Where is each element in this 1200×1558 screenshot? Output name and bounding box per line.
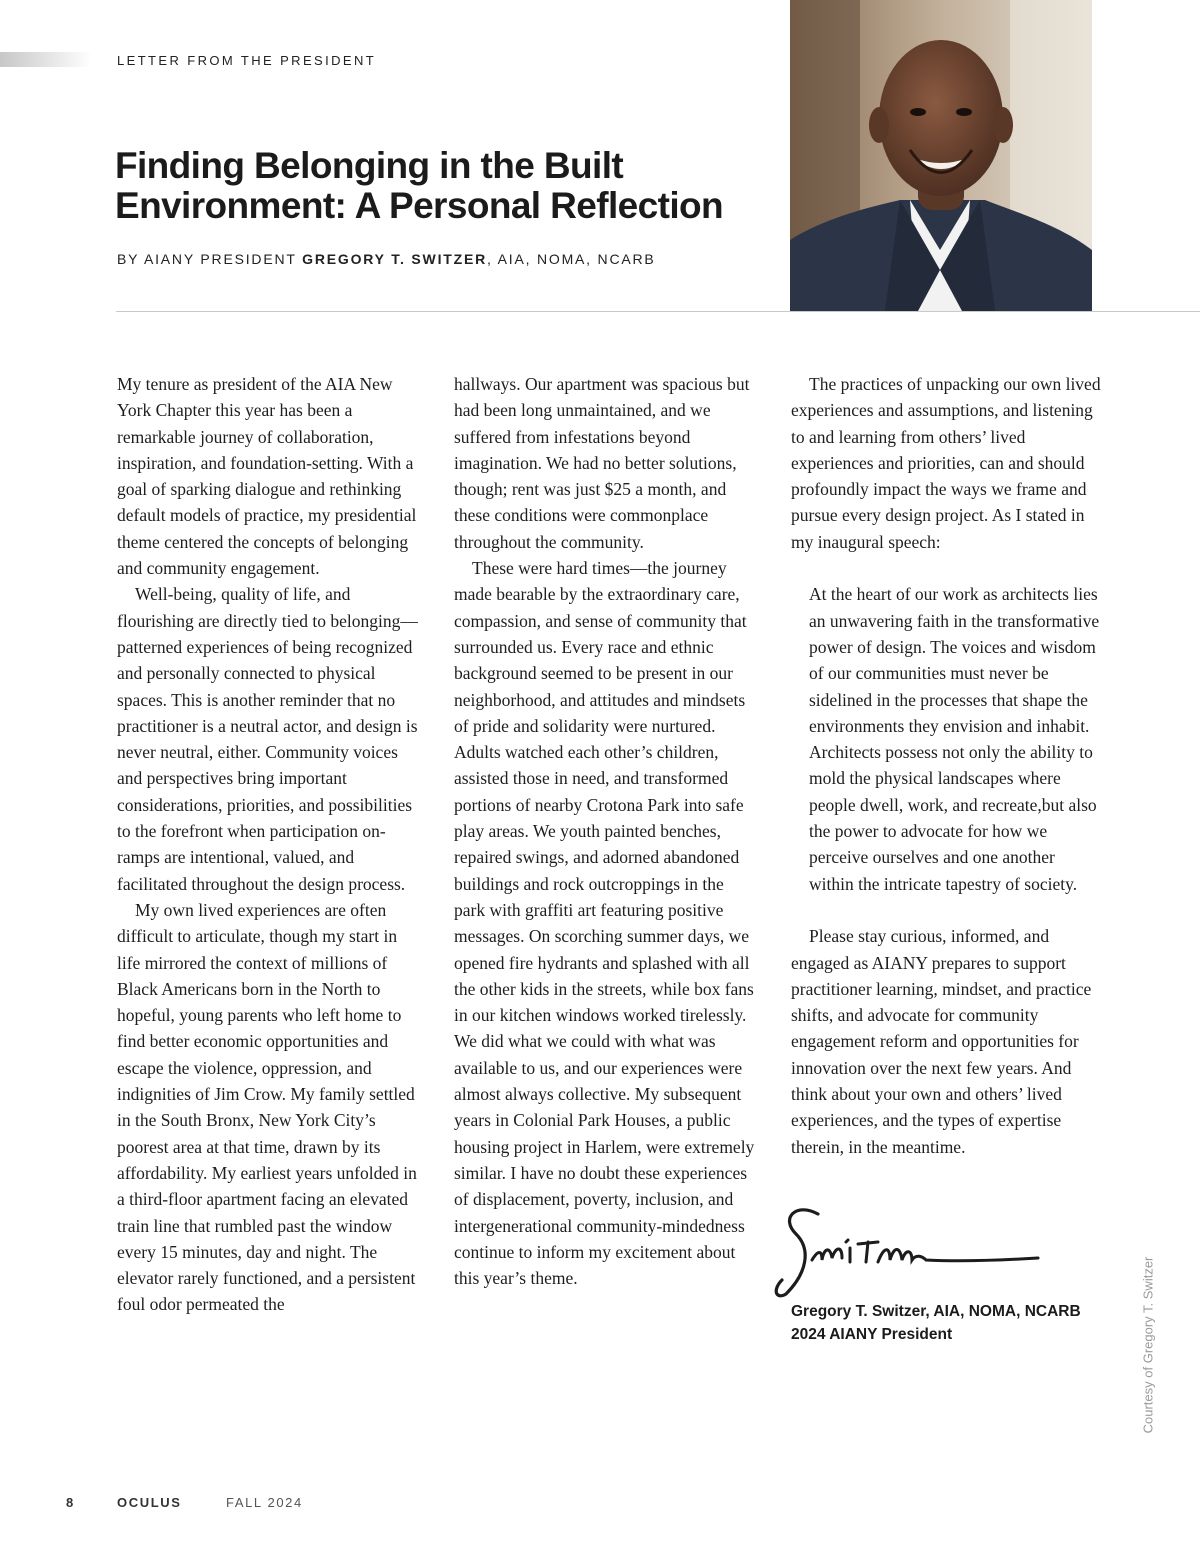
title-line-1: Finding Belonging in the Built (115, 145, 624, 186)
inaugural-speech-quote: At the heart of our work as architects lies an unwavering faith in the transformative power of design. The voices and wisdom of our communities must never be sidelined in the processes that shape the environments they envision and inhabit. Architects possess not only the ability to mold the physical landscapes where people dwell, work, and recreate,but also the power to advocate for how we perceive ourselves and one another within the intricate tapestry of society. (809, 584, 1100, 894)
photo-credit: Courtesy of Gregory T. Switzer (1140, 1256, 1156, 1434)
byline-prefix: BY AIANY PRESIDENT (117, 251, 303, 267)
body-paragraph: Please stay curious, informed, and engaged as AIANY prepares to support practitioner learning, mindset, and practice shifts, and advocate for community engagement reform and opportunities for innovation over the next few years. And think about your own and others’ lived experiences, and the types of expertise therein, in the meantime. (791, 926, 1092, 1157)
kicker-accent-bar (0, 52, 92, 67)
issue-label: FALL 2024 (226, 1495, 303, 1510)
body-paragraph: Well-being, quality of life, and flourishing are directly tied to belonging—patterned experiences of being recognized and personally connected to physical spaces. This is another reminder that no practitioner is a neutral actor, and design is never neutral, either. Community voices and perspectives bring important considerations, priorities, and possibilities to the forefront when participation on-ramps are intentional, valued, and facilitated throughout the design process. (117, 584, 418, 894)
header-divider (116, 311, 1200, 312)
article-column-1 (117, 371, 422, 1318)
body-paragraph: My tenure as president of the AIA New York Chapter this year has been a remarkable journey of collaboration, inspiration, and foundation-setting. With a goal of sparking dialogue and rethinking default models of practice, my presidential theme centered the concepts of belonging and community engagement. (117, 374, 417, 579)
article-title (115, 146, 755, 226)
byline-name: GREGORY T. SWITZER (302, 251, 488, 267)
title-line-2: Environment: A Personal Reflection (115, 185, 724, 226)
magazine-name: OCULUS (117, 1495, 182, 1510)
handwritten-signature (766, 1200, 1056, 1304)
byline-suffix: , AIA, NOMA, NCARB (487, 251, 656, 267)
signature-name: Gregory T. Switzer, AIA, NOMA, NCARB (791, 1303, 1081, 1320)
body-paragraph: The practices of unpacking our own lived experiences and assumptions, and listening to and learning from others’ lived experiences and priorities, can and should profoundly impact the ways we frame and pursue every design project. As I stated in my inaugural speech: (791, 374, 1101, 552)
author-portrait (790, 0, 1092, 311)
article-column-3 (791, 371, 1101, 1160)
body-paragraph: These were hard times—the journey made bearable by the extraordinary care, compassion, and sense of community that surrounded us. Every race and ethnic background seemed to be present in our neighborhood, and attitudes and mindsets of pride and solidarity were nurtured. Adults watched each other’s children, assisted those in need, and transformed portions of nearby Crotona Park into safe play areas. We youth painted benches, repaired swings, and adorned abandoned buildings and rock outcroppings in the park with graffiti art featuring positive messages. On scorching summer days, we opened fire hydrants and splashed with all the other kids in the streets, while box fans in our kitchen windows worked tirelessly. We did what we could with what was available to us, and our experiences were almost always collective. My subsequent years in Colonial Park Houses, a public housing project in Harlem, were extremely similar. I have no doubt these experiences of displacement, poverty, inclusion, and intergenerational community-mindedness continue to inform my excitement about this year’s theme. (454, 558, 755, 1289)
signature-title: 2024 AIANY President (791, 1326, 953, 1343)
signature-block (791, 1300, 1081, 1346)
byline (117, 251, 656, 267)
body-paragraph: My own lived experiences are often difficult to articulate, though my start in life mirrored the context of millions of Black Americans born in the North to hopeful, young parents who left home to find better economic opportunities and escape the violence, oppression, and indignities of Jim Crow. My family settled in the South Bronx, New York City’s poorest area at that time, drawn by its affordability. My earliest years unfolded in a third-floor apartment facing an elevated train line that rumbled past the window every 15 minutes, day and night. The elevator rarely functioned, and a persistent foul odor permeated the (117, 899, 417, 1315)
body-paragraph: hallways. Our apartment was spacious but had been long unmaintained, and we suffered from infestations beyond imagination. We had no better solutions, though; rent was just $25 a month, and these conditions were commonplace throughout the community. (454, 374, 750, 552)
article-column-2 (454, 371, 759, 1291)
section-kicker: LETTER FROM THE PRESIDENT (117, 53, 377, 68)
page-number: 8 (66, 1495, 75, 1510)
